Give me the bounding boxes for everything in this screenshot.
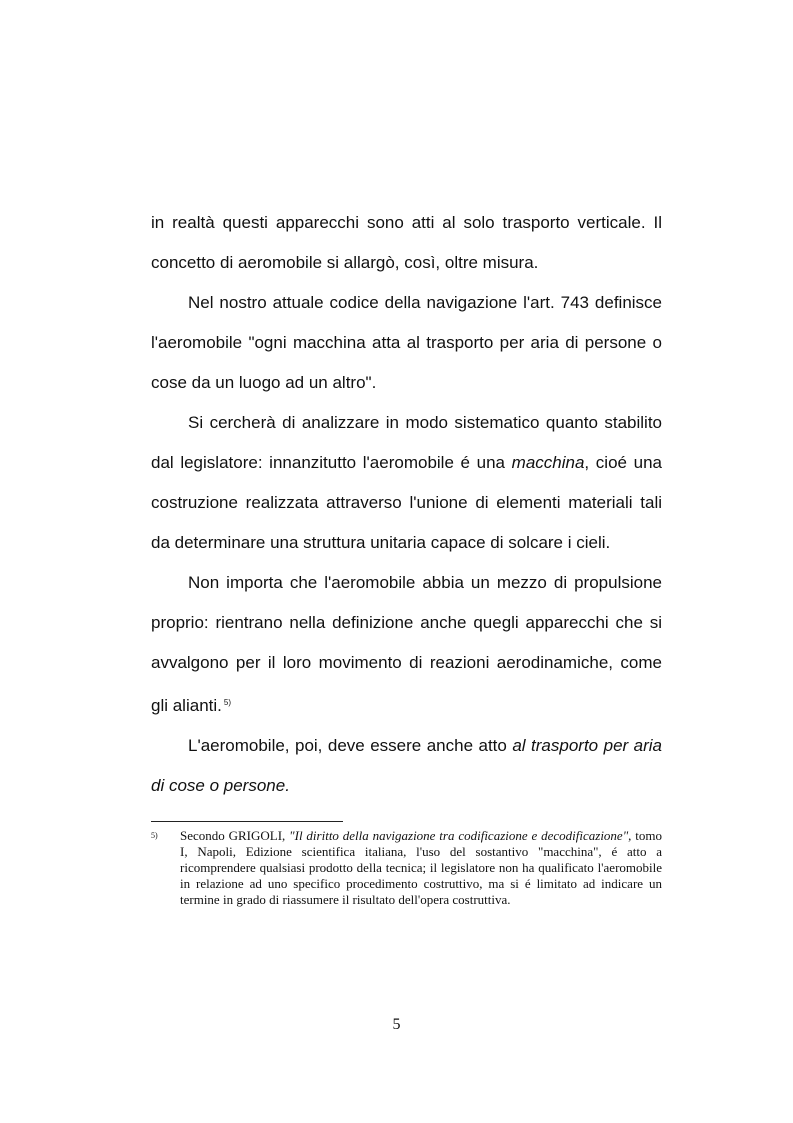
paragraph-5 — [151, 726, 662, 806]
paragraph-3-text-end: , cioé una costruzione realizzata attraverso l'unione di elementi materiali tali da determinare una struttura unitaria capace di solcare i cieli. — [151, 453, 662, 552]
footnote-reference[interactable]: 5) — [223, 698, 231, 707]
paragraph-5-text-start: L'aeromobile, poi, deve essere anche atto — [188, 736, 513, 755]
footnote-marker: 5) — [151, 831, 158, 840]
footnote — [151, 828, 662, 908]
footnote-text-start: Secondo GRIGOLI, — [180, 828, 290, 843]
paragraph-2: Nel nostro attuale codice della navigazione l'art. 743 definisce l'aeromobile "ogni macchina atta al trasporto per aria di persone o cose da un luogo ad un altro". — [151, 293, 662, 392]
paragraph-3-emphasis: macchina — [511, 453, 585, 472]
paragraph-5-emphasis: al trasporto per aria di cose o persone. — [151, 736, 662, 795]
paragraph-4-text: Non importa che l'aeromobile abbia un mezzo di propulsione proprio: rientrano nella definizione anche quegli apparecchi che si avvalgono per il loro movimento di reazioni aerodinamiche, come gli alianti. — [151, 573, 662, 715]
page-number: 5 — [392, 1016, 401, 1033]
paragraph-3 — [151, 403, 662, 563]
footnote-text — [180, 828, 662, 908]
footnote-text-end: , tomo I, Napoli, Edizione scientifica italiana, l'uso del sostantivo "macchina", é atto a ricomprendere qualsiasi prodotto della tecnica; il legislatore non ha qualificato l'aeromobile in relazione ad uno specifico procedimento costruttivo, ma si é limitato ad indicare un termine in grado di riassumere il risultato dell'opera costruttiva. — [180, 828, 662, 907]
paragraph-1: in realtà questi apparecchi sono atti al solo trasporto verticale. Il concetto di aeromobile si allargò, così, oltre misura. — [151, 213, 662, 272]
footnote-cited-title: "Il diritto della navigazione tra codificazione e decodificazione" — [289, 828, 629, 843]
footnote-separator — [151, 821, 343, 822]
paragraph-3-text-start: Si cercherà di analizzare in modo sistematico quanto stabilito dal legislatore: innanzitutto l'aeromobile é una — [151, 413, 662, 472]
body-text — [151, 203, 662, 806]
paragraph-4 — [151, 563, 662, 726]
